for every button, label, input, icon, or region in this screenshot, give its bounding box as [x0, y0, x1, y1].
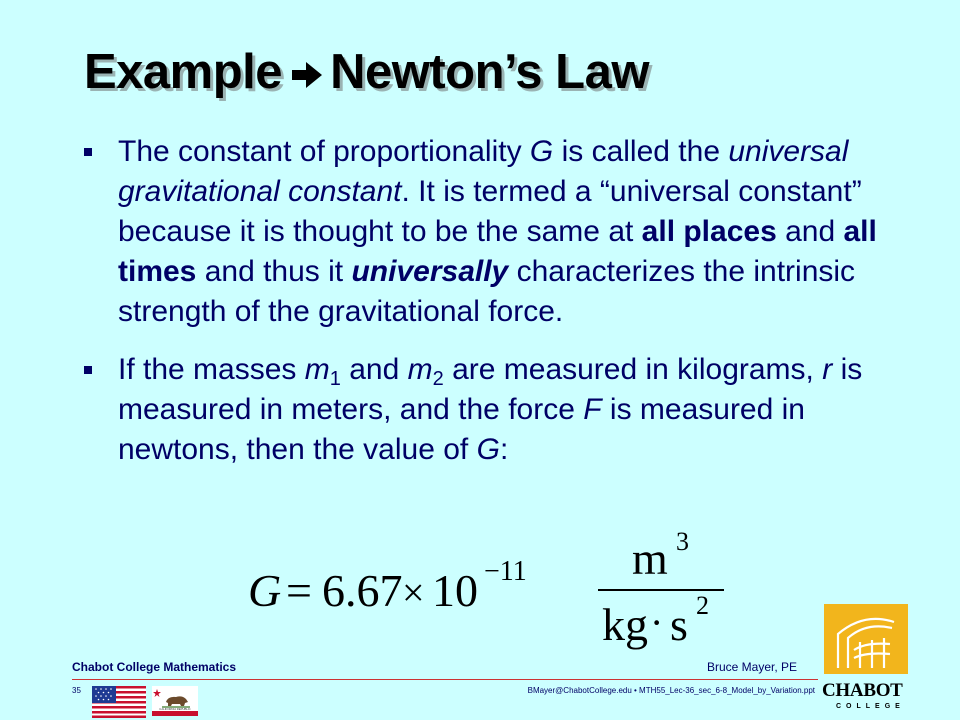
footer-author: Bruce Mayer, PE [707, 660, 798, 674]
formula-dot: · [650, 600, 664, 645]
title-example: Example [84, 45, 283, 99]
formula-numerator-power: 3 [676, 530, 689, 556]
right-arrow-icon [292, 44, 322, 100]
square-bullet-icon [84, 148, 92, 156]
formula-equals: = [286, 565, 312, 616]
formula-times: × [402, 570, 425, 615]
slide-title [84, 44, 649, 106]
formula-numerator-unit: m [632, 533, 668, 584]
slide-number: 35 [72, 686, 81, 695]
california-flag-text: CALIFORNIA REPUBLIC [159, 707, 191, 712]
bullet-item-2 [84, 350, 884, 470]
formula-coefficient: 6.67 [322, 565, 403, 616]
logo-text-college: COLLEGE [836, 703, 905, 710]
bullet-item-1 [84, 132, 884, 332]
footer-course: Chabot College Mathematics [72, 660, 237, 674]
square-bullet-icon [84, 366, 92, 374]
formula-base: 10 [432, 565, 478, 616]
footer-file-info: BMayer@ChabotCollege.edu • MTH55_Lec-36_sec_6-8_Model_by_Variation.ppt [527, 686, 815, 695]
formula-denominator-s: s [670, 599, 688, 650]
formula-denominator-power: 2 [696, 591, 709, 620]
logo-text-chabot: CHABOT [822, 680, 903, 701]
gravitational-constant-formula [240, 530, 740, 650]
us-flag-icon [92, 686, 146, 718]
title-newtons-law: Newton’s Law [330, 45, 649, 99]
bullet-text-2: If the masses $m_1$ and $m_2$ are measured in kilograms, r is measured in meters, and the force F is measured in newtons, then the value of G: [118, 353, 863, 466]
california-flag-icon [152, 686, 198, 716]
formula-exponent: −11 [484, 556, 527, 587]
formula-denominator-kg: kg [602, 599, 648, 650]
footer-divider [72, 679, 818, 680]
bullet-text-1: The constant of proportionality G is called the universal gravitational constant. It is termed a “universal constant” because it is thought to be the same at all places and all times and thus it universally characterizes the intrinsic strength of the gravitational force. [118, 135, 877, 328]
formula-g: G [248, 565, 282, 616]
bullet-list [84, 132, 884, 470]
